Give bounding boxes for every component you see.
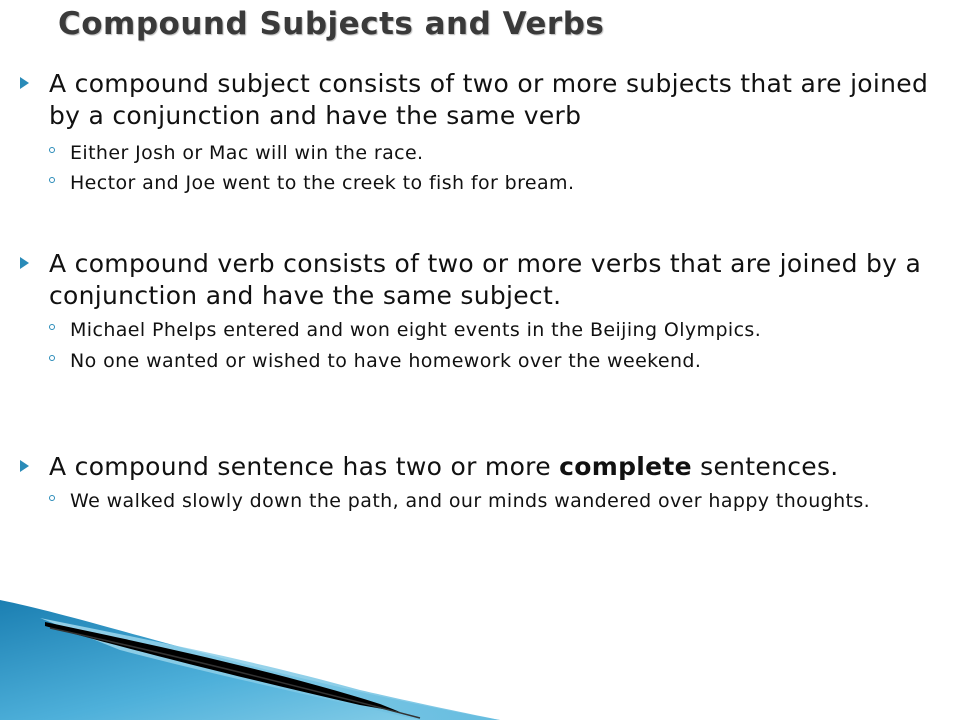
- sub-item-text: We walked slowly down the path, and our minds wandered over happy thoughts.: [70, 490, 871, 512]
- sub-item-text: Hector and Joe went to the creek to fish for bream.: [70, 172, 575, 194]
- sub-item-text: Either Josh or Mac will win the race.: [70, 142, 424, 164]
- bullet-text-part: A compound sentence has two or more: [49, 452, 560, 481]
- emphasis-word: complete: [559, 452, 692, 481]
- bullet-text: A compound subject consists of two or more subjects that are joined by a conjunction and have the same verb: [49, 69, 929, 130]
- bullet-text: A compound verb consists of two or more verbs that are joined by a conjunction and have the same subject.: [49, 249, 922, 310]
- sub-item-text: No one wanted or wished to have homework over the weekend.: [70, 350, 702, 372]
- slide-title: Compound Subjects and Verbs: [58, 6, 605, 42]
- sub-item-text: Michael Phelps entered and won eight events in the Beijing Olympics.: [70, 319, 762, 341]
- bullet-text-part: sentences.: [691, 452, 839, 481]
- wave-band-blue: [0, 600, 500, 720]
